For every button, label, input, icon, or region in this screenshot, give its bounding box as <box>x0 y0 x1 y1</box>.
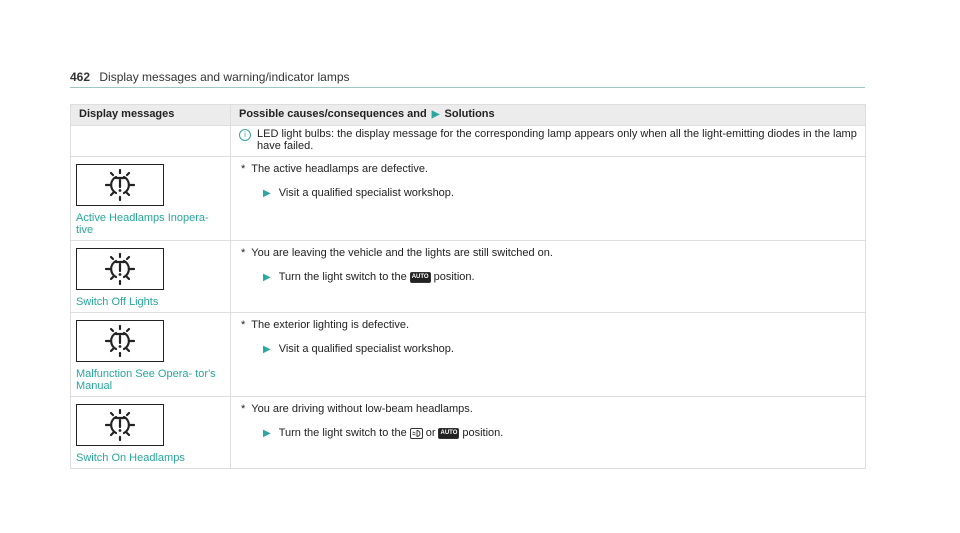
message-label: Switch Off Lights <box>76 296 159 308</box>
solution-arrow-icon: ▶ <box>431 109 440 120</box>
low-beam-icon <box>410 428 423 439</box>
lamp-icon-box <box>76 164 164 206</box>
page-header <box>70 70 865 88</box>
solution-text-end: position. <box>433 271 475 283</box>
table-row <box>71 157 866 241</box>
solution-text: Turn the light switch to the <box>278 271 407 283</box>
info-icon: i <box>239 129 251 141</box>
note-empty-cell <box>71 126 231 157</box>
message-cell <box>71 313 231 397</box>
cause-cell <box>231 397 866 469</box>
page-title: Display messages and warning/indicator lamps <box>99 70 350 84</box>
cause-cell <box>231 157 866 241</box>
message-cell <box>71 157 231 241</box>
exterior-lighting-warning-icon <box>103 168 137 202</box>
solution-arrow-icon: ▶ <box>263 187 271 199</box>
auto-symbol: AUTO <box>410 272 431 283</box>
lamp-icon-box <box>76 404 164 446</box>
solution-text: Visit a qualified specialist workshop. <box>278 187 454 199</box>
cause-text: You are driving without low-beam headlamps. <box>251 403 473 415</box>
page-number: 462 <box>70 70 91 84</box>
table-row <box>71 397 866 469</box>
auto-symbol: AUTO <box>438 428 459 439</box>
cause-cell <box>231 241 866 313</box>
lamp-icon-box <box>76 320 164 362</box>
bullet-star: * <box>241 403 246 415</box>
exterior-lighting-warning-icon <box>103 408 137 442</box>
message-label: Active Headlamps Inopera- tive <box>76 212 209 236</box>
solution-arrow-icon: ▶ <box>263 427 271 439</box>
column-header-solutions-label: Solutions <box>444 108 495 120</box>
cause-text: The active headlamps are defective. <box>251 163 428 175</box>
note-cell <box>231 126 866 157</box>
solution-text: Turn the light switch to the <box>278 427 407 439</box>
message-label: Switch On Headlamps <box>76 452 185 464</box>
cause-cell <box>231 313 866 397</box>
message-cell <box>71 397 231 469</box>
exterior-lighting-warning-icon <box>103 252 137 286</box>
cause-text: The exterior lighting is defective. <box>251 319 410 331</box>
lamp-icon-box <box>76 248 164 290</box>
solution-or: or <box>425 427 436 439</box>
bullet-star: * <box>241 247 246 259</box>
message-cell <box>71 241 231 313</box>
display-messages-table <box>70 104 866 469</box>
led-note: LED light bulbs: the display message for the corresponding lamp appears only when all the light-emitting diodes in the lamp have failed. <box>257 128 857 152</box>
cause-text: You are leaving the vehicle and the lights are still switched on. <box>251 247 553 259</box>
solution-text-end: position. <box>462 427 504 439</box>
column-header-messages: Display messages <box>71 105 231 126</box>
column-header-causes-label: Possible causes/consequences and <box>239 108 427 120</box>
solution-arrow-icon: ▶ <box>263 271 271 283</box>
note-row <box>71 126 866 157</box>
table-row <box>71 313 866 397</box>
message-label: Malfunction See Opera- tor's Manual <box>76 368 216 392</box>
solution-arrow-icon: ▶ <box>263 343 271 355</box>
bullet-star: * <box>241 163 246 175</box>
solution-text: Visit a qualified specialist workshop. <box>278 343 454 355</box>
exterior-lighting-warning-icon <box>103 324 137 358</box>
bullet-star: * <box>241 319 246 331</box>
table-header-row <box>71 105 866 126</box>
table-row <box>71 241 866 313</box>
column-header-causes <box>231 105 866 126</box>
